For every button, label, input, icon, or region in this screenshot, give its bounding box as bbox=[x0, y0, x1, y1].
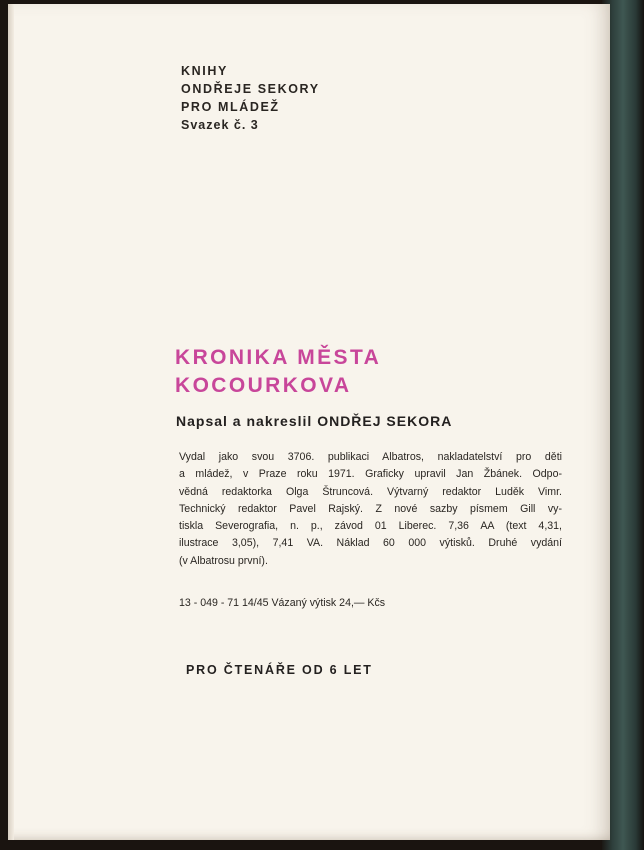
series-line-3: PRO MLÁDEŽ bbox=[181, 100, 280, 114]
imprint-line: vědná redaktorka Olga Štruncová. Výtvarný redaktor Luděk Vimr. bbox=[179, 485, 562, 498]
imprint-line: (v Albatrosu první). bbox=[179, 554, 268, 567]
author-line bbox=[176, 413, 452, 429]
book-title-line-1: KRONIKA MĚSTA bbox=[175, 346, 382, 369]
page-edge bbox=[8, 4, 14, 840]
author-name: ONDŘEJ SEKORA bbox=[317, 413, 453, 429]
catalog-line: 13 - 049 - 71 14/45 Vázaný výtisk 24,— Kčs bbox=[179, 597, 386, 609]
series-volume: Svazek č. 3 bbox=[181, 118, 259, 132]
imprint-line: tiskla Severografia, n. p., závod 01 Liberec. 7,36 AA (text 4,31, bbox=[179, 520, 562, 533]
series-line-2: ONDŘEJE SEKORY bbox=[181, 82, 320, 96]
book-title-line-2: KOCOURKOVA bbox=[175, 374, 352, 397]
series-line-1: KNIHY bbox=[181, 64, 228, 78]
imprint-line: ilustrace 3,05), 7,41 VA. Náklad 60 000 výtisků. Druhé vydání bbox=[179, 537, 562, 550]
imprint-line: Vydal jako svou 3706. publikaci Albatros, nakladatelství pro děti bbox=[179, 451, 562, 463]
imprint-line: Technický redaktor Pavel Rajský. Z nové sazby písmem Gill vy- bbox=[179, 502, 562, 515]
imprint-paragraph bbox=[179, 449, 562, 570]
book-title bbox=[175, 344, 381, 400]
age-note: PRO ČTENÁŘE OD 6 LET bbox=[186, 663, 373, 677]
imprint-line: a mládež, v Praze roku 1971. Graficky upravil Jan Žbánek. Odpo- bbox=[179, 468, 562, 481]
series-info bbox=[181, 62, 320, 134]
author-prefix: Napsal a nakreslil bbox=[176, 413, 318, 429]
